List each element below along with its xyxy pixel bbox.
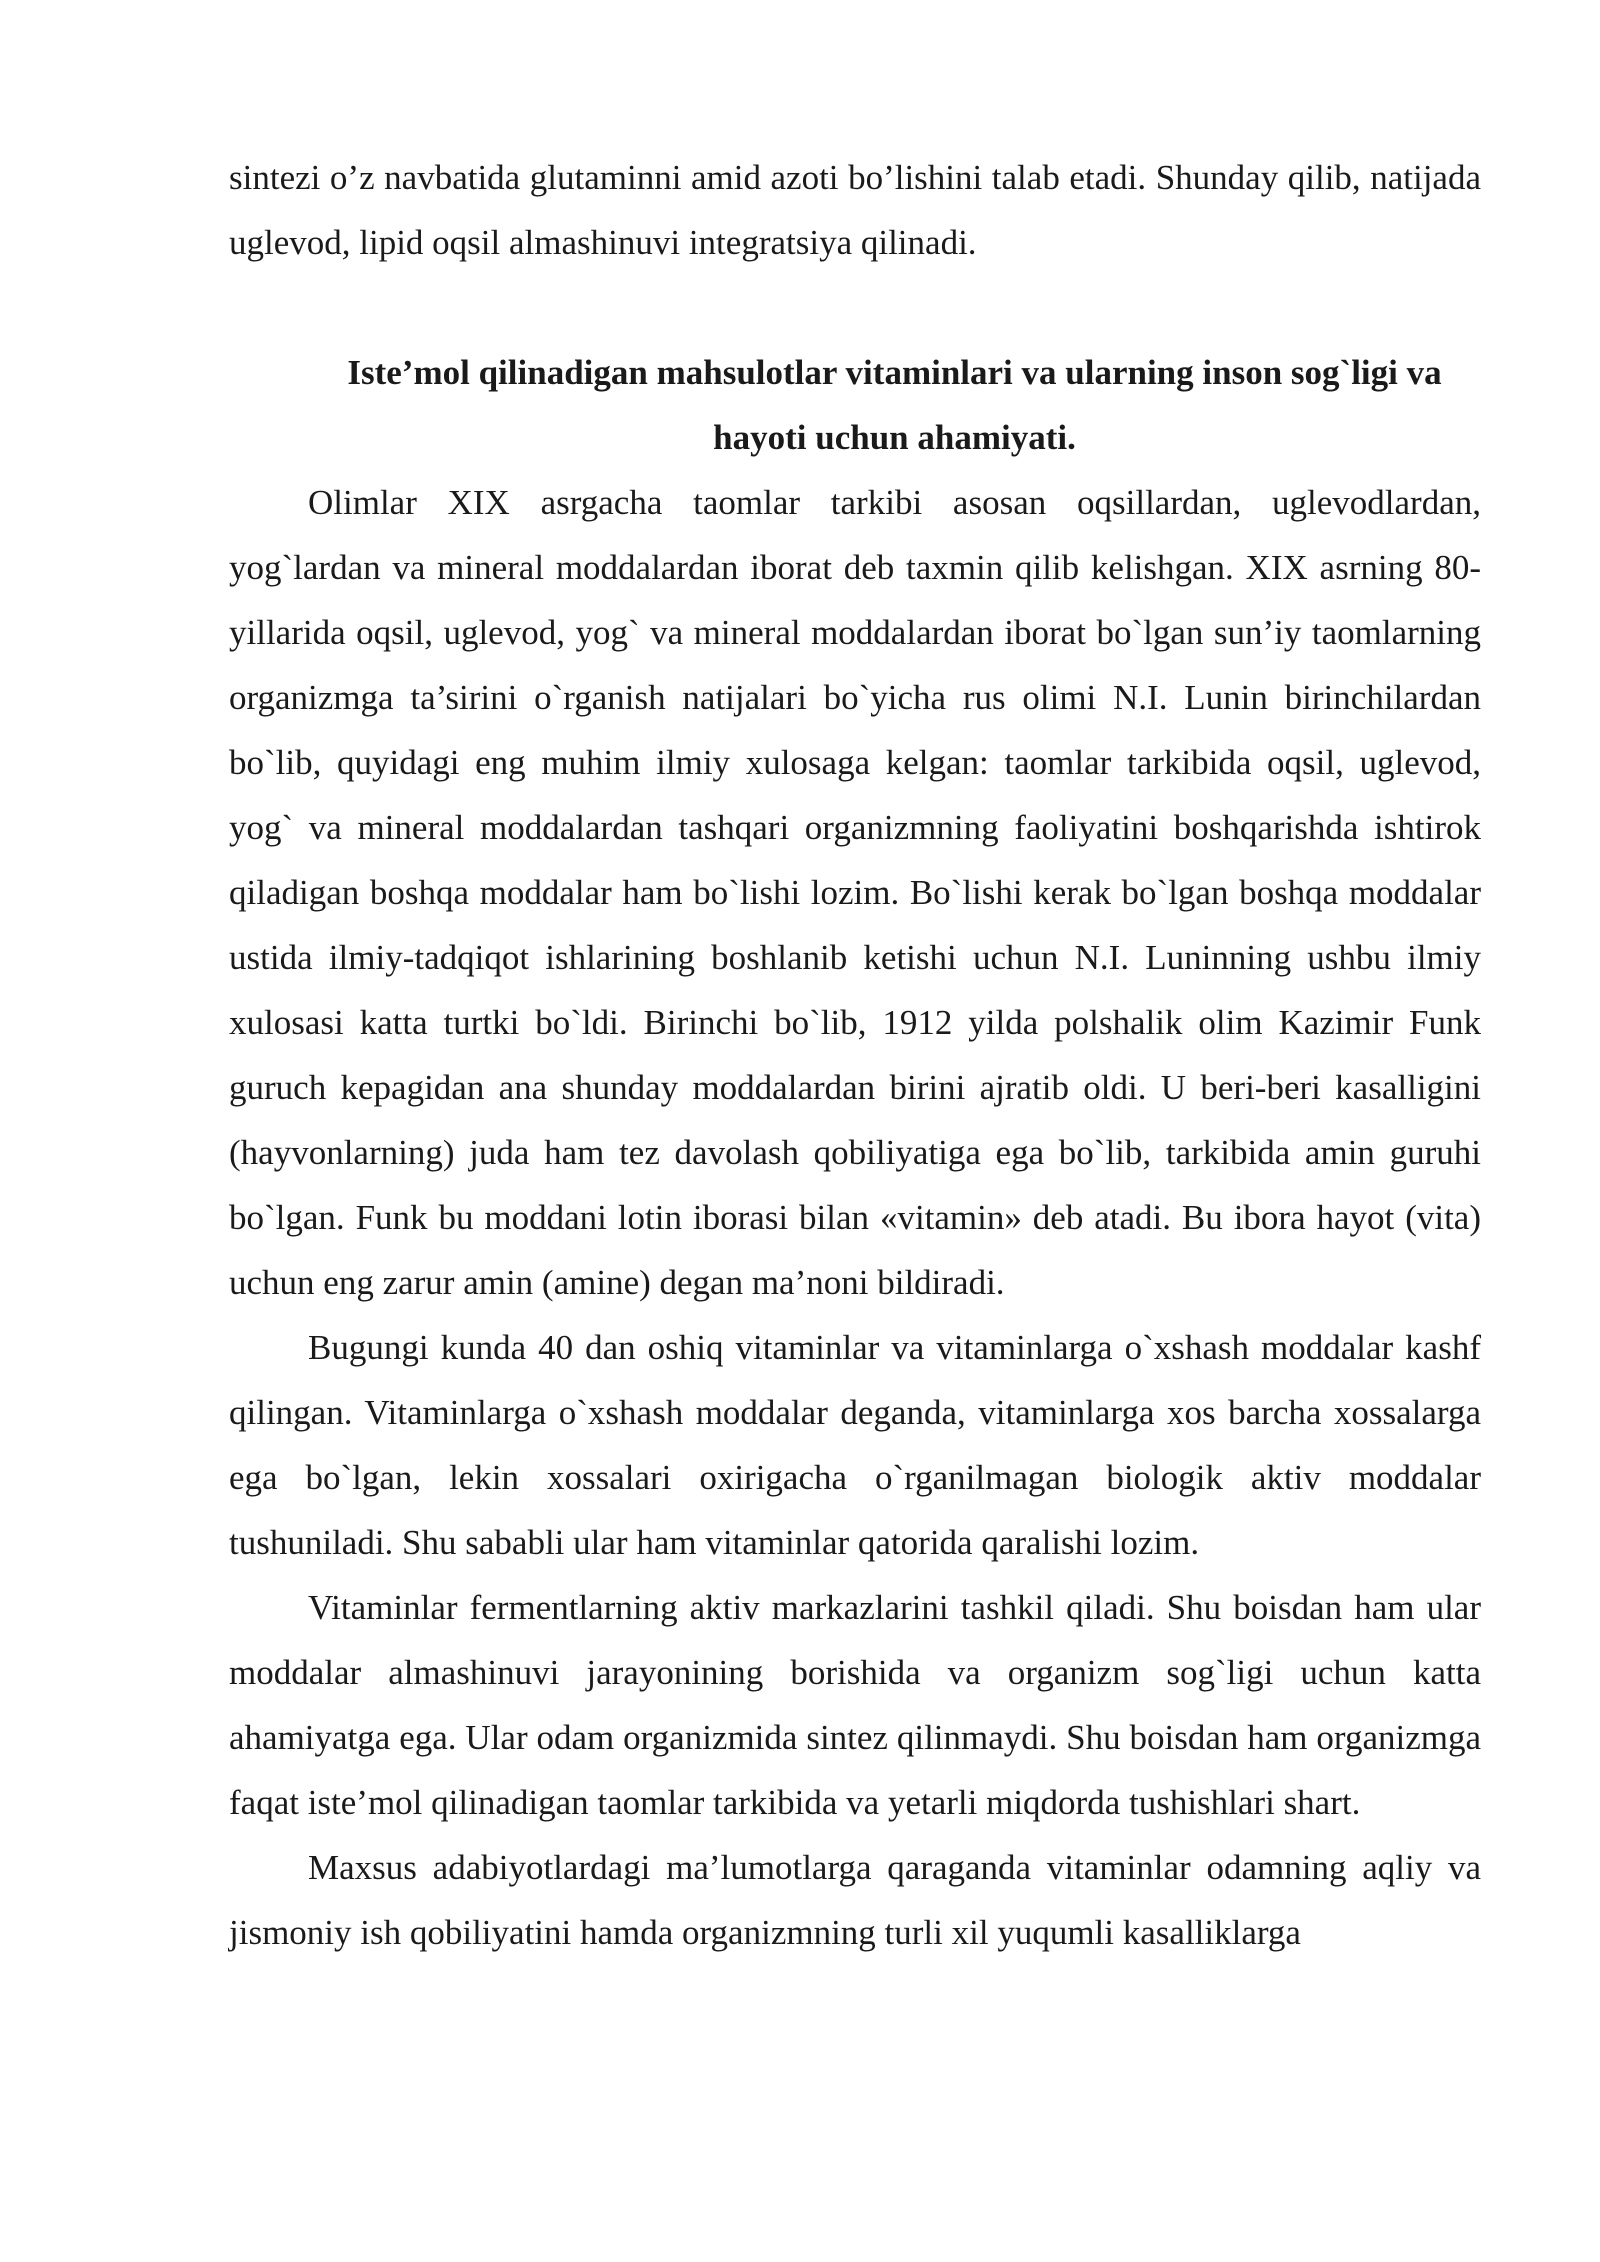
paragraph-intro: sintezi o’z navbatida glutaminni amid azoti bo’lishini talab etadi. Shunday qilib, natijada uglevod, lipid oqsil almashinuvi integratsiya qilinadi.	[229, 158, 1481, 262]
paragraph-enzymes: Vitaminlar fermentlarning aktiv markazlarini tashkil qiladi. Shu boisdan ham ular moddalar almashinuvi jarayonining borishida va organizm sog`ligi uchun katta ahamiyatga ega. Ular odam organizmida sintez qilinmaydi. Shu boisdan ham organizmga faqat iste’mol qilinadigan taomlar tarkibida va yetarli miqdorda tushishlari shart.	[229, 1588, 1481, 1822]
paragraph-literature: Maxsus adabiyotlardagi ma’lumotlarga qaraganda vitaminlar odamning aqliy va jismoniy ish qobiliyatini hamda organizmning turli xil yuqumli kasalliklarga	[229, 1848, 1481, 1952]
section-heading: Iste’mol qilinadigan mahsulotlar vitaminlari va ularning inson sog`ligi va hayoti uchun ahamiyati.	[347, 353, 1442, 457]
paragraph-history: Olimlar XIX asrgacha taomlar tarkibi asosan oqsillardan, uglevodlardan, yog`lardan va mineral moddalardan iborat deb taxmin qilib kelishgan. XIX asrning 80-yillarida oqsil, uglevod, yog` va mineral moddalardan iborat bo`lgan sun’iy taomlarning organizmga ta’sirini o`rganish natijalari bo`yicha rus olimi N.I. Lunin birinchilardan bo`lib, quyidagi eng muhim ilmiy xulosaga kelgan: taomlar tarkibida oqsil, uglevod, yog` va mineral moddalardan tashqari organizmning faoliyatini boshqarishda ishtirok qiladigan boshqa moddalar ham bo`lishi lozim. Bo`lishi kerak bo`lgan boshqa moddalar ustida ilmiy-tadqiqot ishlarining boshlanib ketishi uchun N.I. Luninning ushbu ilmiy xulosasi katta turtki bo`ldi. Birinchi bo`lib, 1912 yilda polshalik olim Kazimir Funk guruch kepagidan ana shunday moddalardan birini ajratib oldi. U beri-beri kasalligini (hayvonlarning) juda ham tez davolash qobiliyatiga ega bo`lib, tarkibida amin guruhi bo`lgan. Funk bu moddani lotin iborasi bilan «vitamin» deb atadi. Bu ibora hayot (vita) uchun eng zarur amin (amine) degan ma’noni bildiradi.	[229, 483, 1481, 1302]
paragraph-count: Bugungi kunda 40 dan oshiq vitaminlar va vitaminlarga o`xshash moddalar kashf qilingan. Vitaminlarga o`xshash moddalar deganda, vitaminlarga xos barcha xossalarga ega bo`lgan, lekin xossalari oxirigacha o`rganilmagan biologik aktiv moddalar tushuniladi. Shu sababli ular ham vitaminlar qatorida qaralishi lozim.	[229, 1328, 1481, 1562]
spacer	[229, 275, 1481, 340]
document-page	[229, 145, 1481, 1965]
